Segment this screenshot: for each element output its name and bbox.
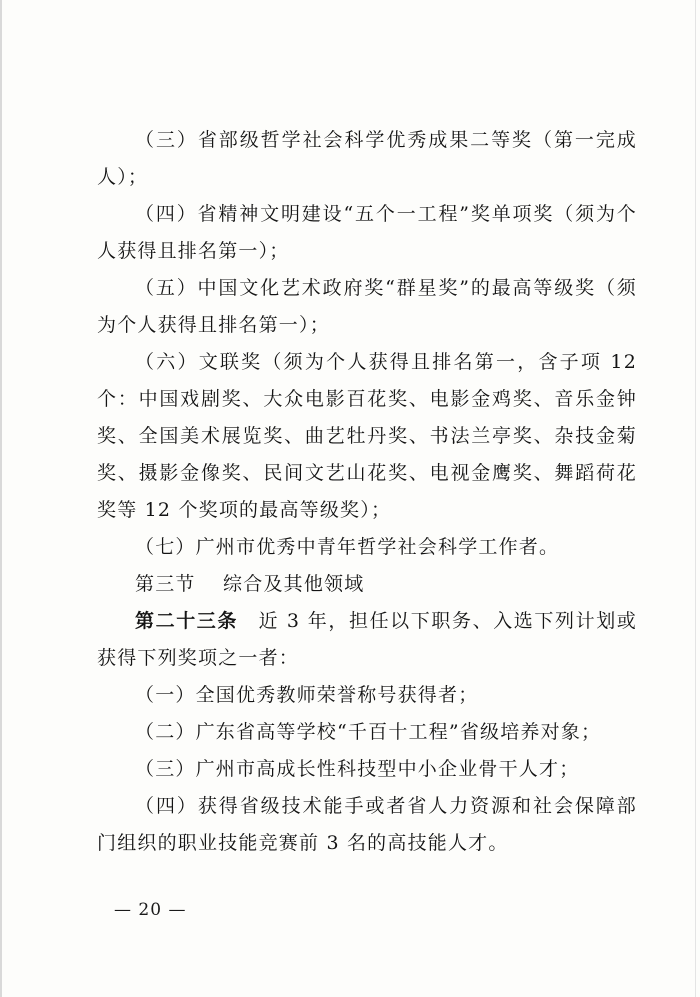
article-body-text: 近 3 年，担任以下职务、入选下列计划或获得下列奖项之一者： — [97, 610, 637, 669]
scan-edge-line — [695, 0, 696, 997]
paragraph-item-3-tech-enterprise-talent: （三）广州市高成长性科技型中小企业骨干人才； — [135, 758, 580, 780]
article-23 — [97, 603, 637, 677]
article-number: 第二十三条 — [135, 610, 239, 632]
paragraph-item-6-federation-award: （六）文联奖（须为个人获得且排名第一，含子项 12个：中国戏剧奖、大众电影百花奖、电影金鸡奖、音乐金钟奖、全国美术展览奖、曲艺牡丹奖、书法兰亭奖、杂技金菊奖、摄影金像奖、民间文艺山花奖、电视金鹰奖、舞蹈荷花奖等 12 个奖项的最高等级奖）； — [97, 351, 637, 521]
paragraph-item-2-qianbaishi-project: （二）广东省高等学校“千百十工程”省级培养对象； — [135, 721, 602, 743]
paragraph-item-5-qunxing-award: （五）中国文化艺术政府奖“群星奖”的最高等级奖（须为个人获得且排名第一）； — [97, 277, 637, 336]
section-title: 第三节 综合及其他领域 — [135, 573, 365, 595]
paragraph-item-7-guangzhou-scholar: （七）广州市优秀中青年哲学社会科学工作者。 — [135, 536, 560, 558]
paragraph-item-3-provincial-award: （三）省部级哲学社会科学优秀成果二等奖（第一完成人）； — [97, 129, 637, 188]
paragraph-item-4-skilled-talent: （四）获得省级技术能手或者省人力资源和社会保障部门组织的职业技能竞赛前 3 名的高技能人才。 — [97, 795, 637, 854]
paragraph-item-1-national-teacher: （一）全国优秀教师荣誉称号获得者； — [135, 684, 479, 706]
paragraph-item-4-five-one-project: （四）省精神文明建设“五个一工程”奖单项奖（须为个人获得且排名第一）； — [97, 203, 637, 262]
document-body — [97, 122, 637, 862]
page-number: — 20 — — [114, 900, 187, 920]
